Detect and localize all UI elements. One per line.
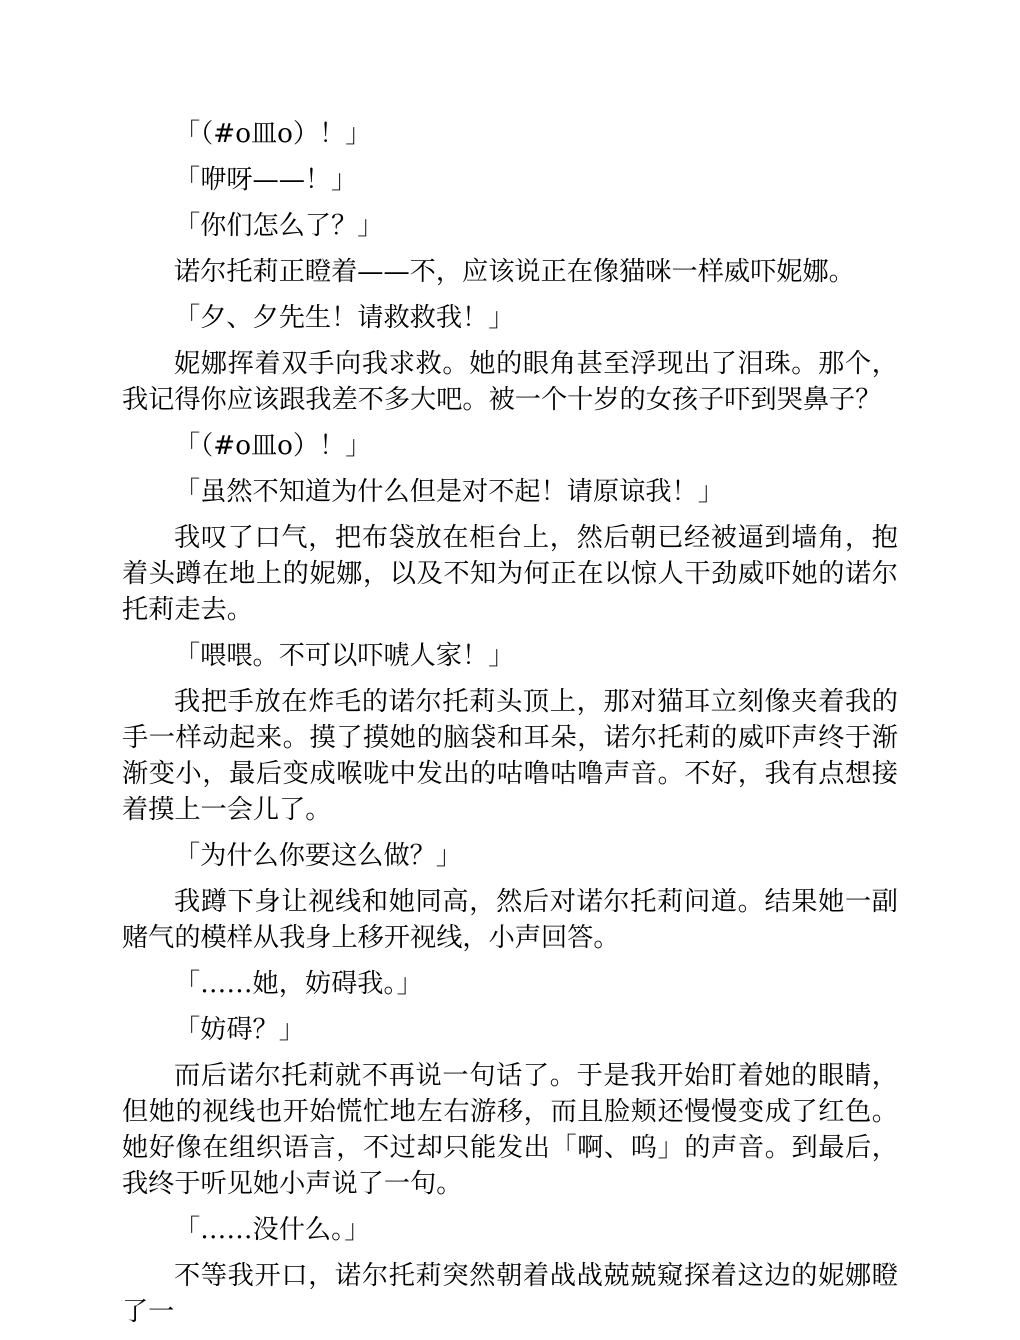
paragraph: 「咿呀——！」 xyxy=(174,165,358,195)
paragraph: 「……没什么。」 xyxy=(174,1215,371,1245)
paragraph: 「虽然不知道为什么但是对不起！请原谅我！」 xyxy=(174,477,724,507)
paragraph: 「为什么你要这么做？」 xyxy=(174,841,463,871)
paragraph: 妮娜挥着双手向我求救。她的眼角甚至浮现出了泪珠。那个，我记得你应该跟我差不多大吧。被一个十岁的女孩子吓到哭鼻子？ xyxy=(122,349,898,415)
paragraph: 「你们怎么了？」 xyxy=(174,211,384,241)
paragraph: 不等我开口，诺尔托莉突然朝着战战兢兢窥探着这边的妮娜瞪了一 xyxy=(122,1261,898,1327)
paragraph: 「喂喂。不可以吓唬人家！」 xyxy=(174,641,515,671)
paragraph: 「（#o皿o）！」 xyxy=(174,431,372,461)
paragraph: 诺尔托莉正瞪着——不，应该说正在像猫咪一样威吓妮娜。 xyxy=(174,257,855,287)
document-body xyxy=(122,116,898,1340)
paragraph: 「妨碍？」 xyxy=(174,1015,305,1045)
paragraph: 我把手放在炸毛的诺尔托莉头顶上，那对猫耳立刻像夹着我的手一样动起来。摸了摸她的脑袋和耳朵，诺尔托莉的威吓声终于渐渐变小，最后变成喉咙中发出的咕噜咕噜声音。不好，我有点想接着摸上一会儿了。 xyxy=(122,687,898,825)
paragraph: 我蹲下身让视线和她同高，然后对诺尔托莉问道。结果她一副赌气的模样从我身上移开视线，小声回答。 xyxy=(122,887,898,953)
paragraph: 「夕、夕先生！请救救我！」 xyxy=(174,303,515,333)
paragraph: 而后诺尔托莉就不再说一句话了。于是我开始盯着她的眼睛，但她的视线也开始慌忙地左右游移，而且脸颊还慢慢变成了红色。她好像在组织语言，不过却只能发出「啊、呜」的声音。到最后，我终于听见她小声说了一句。 xyxy=(122,1061,898,1199)
paragraph: 「……她，妨碍我。」 xyxy=(174,969,423,999)
paragraph: 「（#o皿o）！」 xyxy=(174,119,372,149)
paragraph: 我叹了口气，把布袋放在柜台上，然后朝已经被逼到墙角，抱着头蹲在地上的妮娜，以及不知为何正在以惊人干劲威吓她的诺尔托莉走去。 xyxy=(122,523,898,625)
